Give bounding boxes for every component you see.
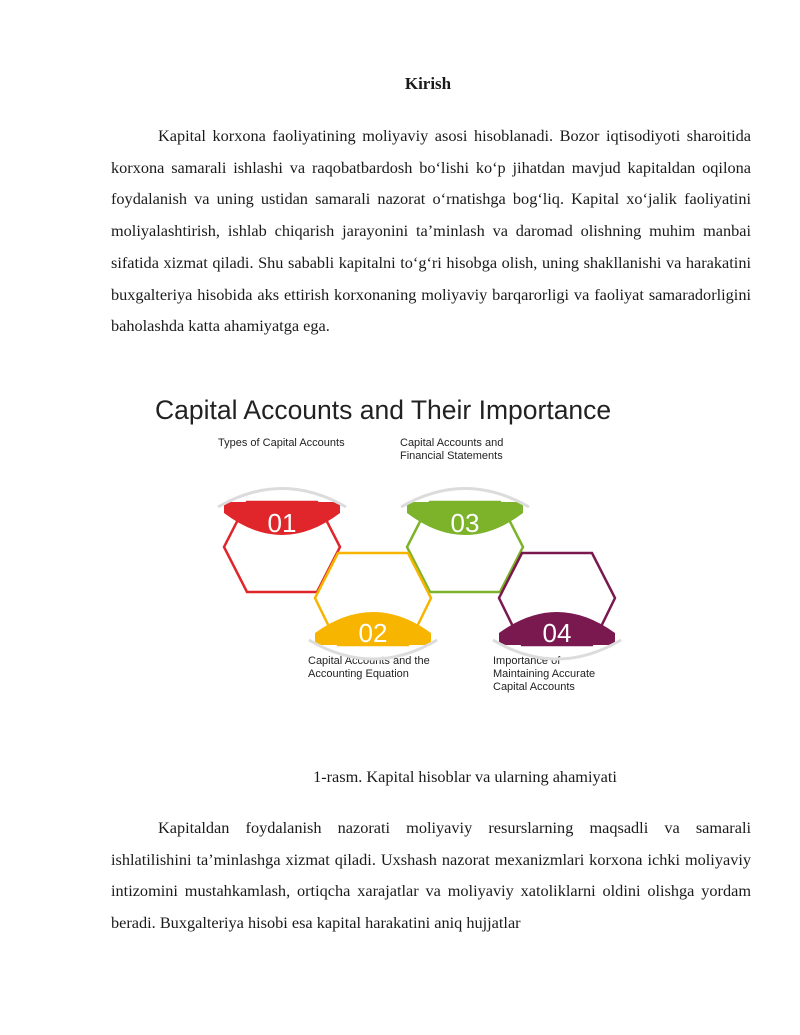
- intro-paragraph: Kapital korxona faoliyatining moliyaviy asosi hisoblanadi. Bozor iqtisodiyoti sharoitida korxona samarali ishlashi va raqobatbardosh bo‘lishi ko‘p jihatdan mavjud kapitaldan oqilona foydalanish va uning ustidan samarali nazorat o‘rnatishga bog‘liq. Kapital xo‘jalik faoliyatini moliyalashtirish, ishlab chiqarish jarayonini ta’minlash va daromad olishning muhim manbai sifatida xizmat qiladi. Shu sababli kapitalni to‘g‘ri hisobga olish, uning shakllanishi va harakatini buxgalteriya hisobida aks ettirish korxonaning moliyaviy barqarorligi va faoliyat samaradorligini baholashda katta ahamiyatga ega.: [111, 126, 751, 336]
- number-02: 02: [358, 618, 388, 648]
- number-01: 01: [267, 508, 297, 538]
- number-03: 03: [450, 508, 480, 538]
- label-02: Capital Accounts and the Accounting Equation: [308, 655, 430, 680]
- figure-caption: 1-rasm. Kapital hisoblar va ularning ahamiyati: [313, 767, 617, 786]
- section-heading: Kirish: [404, 74, 452, 93]
- second-paragraph: Kapitaldan foydalanish nazorati moliyaviy resurslarning maqsadli va samarali ishlatilishini ta’minlashga xizmat qiladi. Uxshash nazorat mexanizmlari korxona ichki moliyaviy intizomini mustahkamlash, ortiqcha xarajatlar va moliyaviy xatoliklarni oldini olishga yordam beradi. Buxgalteriya hisobi esa kapital harakatini aniq hujjatlar: [111, 818, 751, 933]
- infographic-title: Capital Accounts and Their Importance: [155, 395, 612, 425]
- hexagon-01: [216, 489, 348, 593]
- label-04: Importance of Maintaining Accurate Capital Accounts: [493, 655, 596, 693]
- capital-accounts-infographic: [140, 395, 740, 735]
- hexagon-graphic: [140, 395, 740, 735]
- number-04: 04: [542, 618, 572, 648]
- label-01: Types of Capital Accounts: [218, 437, 345, 449]
- label-03: Capital Accounts and Financial Statements: [400, 437, 504, 462]
